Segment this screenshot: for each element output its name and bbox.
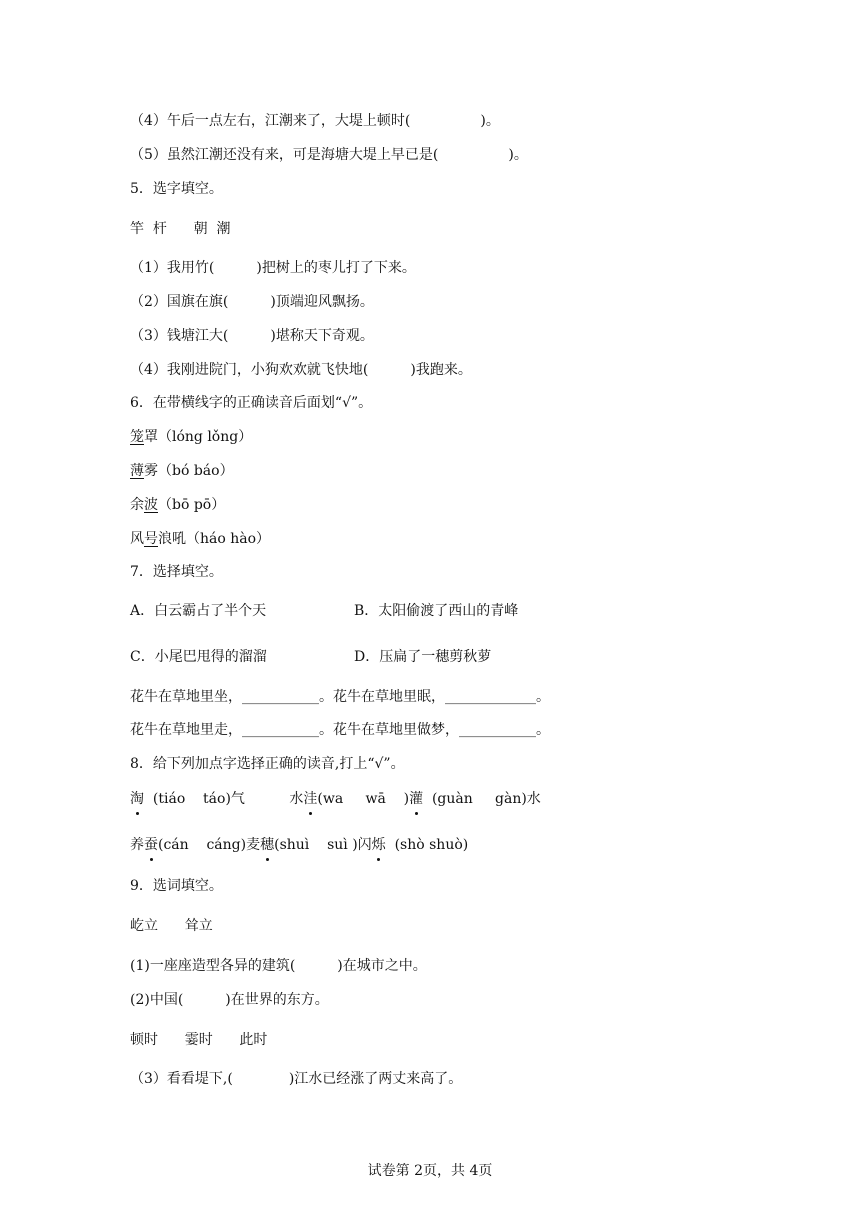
q7-blank-line-1: 花牛在草地里坐，___________。花牛在草地里眠，_____________。 bbox=[130, 689, 550, 705]
q6-item-3: 余波（bō pō） bbox=[130, 497, 226, 513]
q5-options: 竿 杆 朝 潮 bbox=[130, 221, 231, 237]
q6-item-4: 风号浪吼（háo hào） bbox=[130, 531, 271, 547]
q7-title: 7．选择填空。 bbox=[130, 564, 223, 580]
q6-title: 6．在带横线字的正确读音后面划“√”。 bbox=[130, 395, 373, 411]
q6-item-2: 薄雾（bó báo） bbox=[130, 463, 234, 479]
underlined-char: 笼 bbox=[130, 429, 144, 445]
dotted-char: 洼 bbox=[303, 791, 318, 807]
q5-item-1: （1）我用竹( )把树上的枣儿打了下来。 bbox=[130, 260, 416, 276]
underlined-char: 号 bbox=[144, 531, 158, 547]
dotted-char: 淘 bbox=[130, 791, 144, 807]
q7-option-a: A．白云霸占了半个天 bbox=[130, 603, 267, 619]
page-footer: 试卷第 2页，共 4页 bbox=[367, 1163, 493, 1179]
underlined-char: 波 bbox=[144, 497, 158, 513]
dotted-char: 灌 bbox=[409, 791, 424, 807]
q9-item-1: (1)一座座造型各异的建筑( )在城市之中。 bbox=[130, 958, 427, 974]
q4-item-4: （4）午后一点左右，江潮来了，大堤上顿时( )。 bbox=[130, 113, 500, 129]
q8-row-2: 养蚕(cán cáng)麦穗(shuì suì )闪烁 (shò shuò) bbox=[130, 837, 469, 853]
q9-title: 9．选词填空。 bbox=[130, 878, 223, 894]
q9-item-2: (2)中国( )在世界的东方。 bbox=[130, 992, 329, 1008]
q5-item-3: （3）钱塘江大( )堪称天下奇观。 bbox=[130, 328, 374, 344]
dotted-char: 烁 bbox=[371, 837, 386, 853]
dotted-char: 穗 bbox=[260, 837, 275, 853]
q7-option-d: D．压扁了一穗剪秋萝 bbox=[354, 649, 492, 665]
q7-option-c: C．小尾巴甩得的溜溜 bbox=[130, 649, 267, 665]
q6-item-1: 笼罩（lóng lǒng） bbox=[130, 429, 253, 445]
q5-title: 5．选字填空。 bbox=[130, 181, 223, 197]
q9-item-3: （3）看看堤下,( )江水已经涨了两丈来高了。 bbox=[130, 1071, 463, 1087]
q7-option-b: B．太阳偷渡了西山的青峰 bbox=[354, 603, 519, 619]
dotted-char: 蚕 bbox=[144, 837, 158, 853]
underlined-char: 薄 bbox=[130, 463, 144, 479]
q4-item-5: （5）虽然江潮还没有来，可是海塘大堤上早已是( )。 bbox=[130, 147, 528, 163]
q5-item-2: （2）国旗在旗( )顶端迎风飘扬。 bbox=[130, 294, 374, 310]
q8-title: 8．给下列加点字选择正确的读音,打上“√”。 bbox=[130, 756, 405, 772]
q9-options-1: 屹立 耸立 bbox=[130, 918, 213, 934]
q5-item-4: （4）我刚进院门，小狗欢欢就飞快地( )我跑来。 bbox=[130, 362, 472, 378]
q7-blank-line-2: 花牛在草地里走，___________。花牛在草地里做梦，___________。 bbox=[130, 722, 550, 738]
q9-options-2: 顿时 霎时 此时 bbox=[130, 1032, 268, 1048]
q8-row-1: 淘 (tiáo táo)气 水洼(wa wā )灌 (guàn gàn)水 bbox=[130, 791, 541, 807]
